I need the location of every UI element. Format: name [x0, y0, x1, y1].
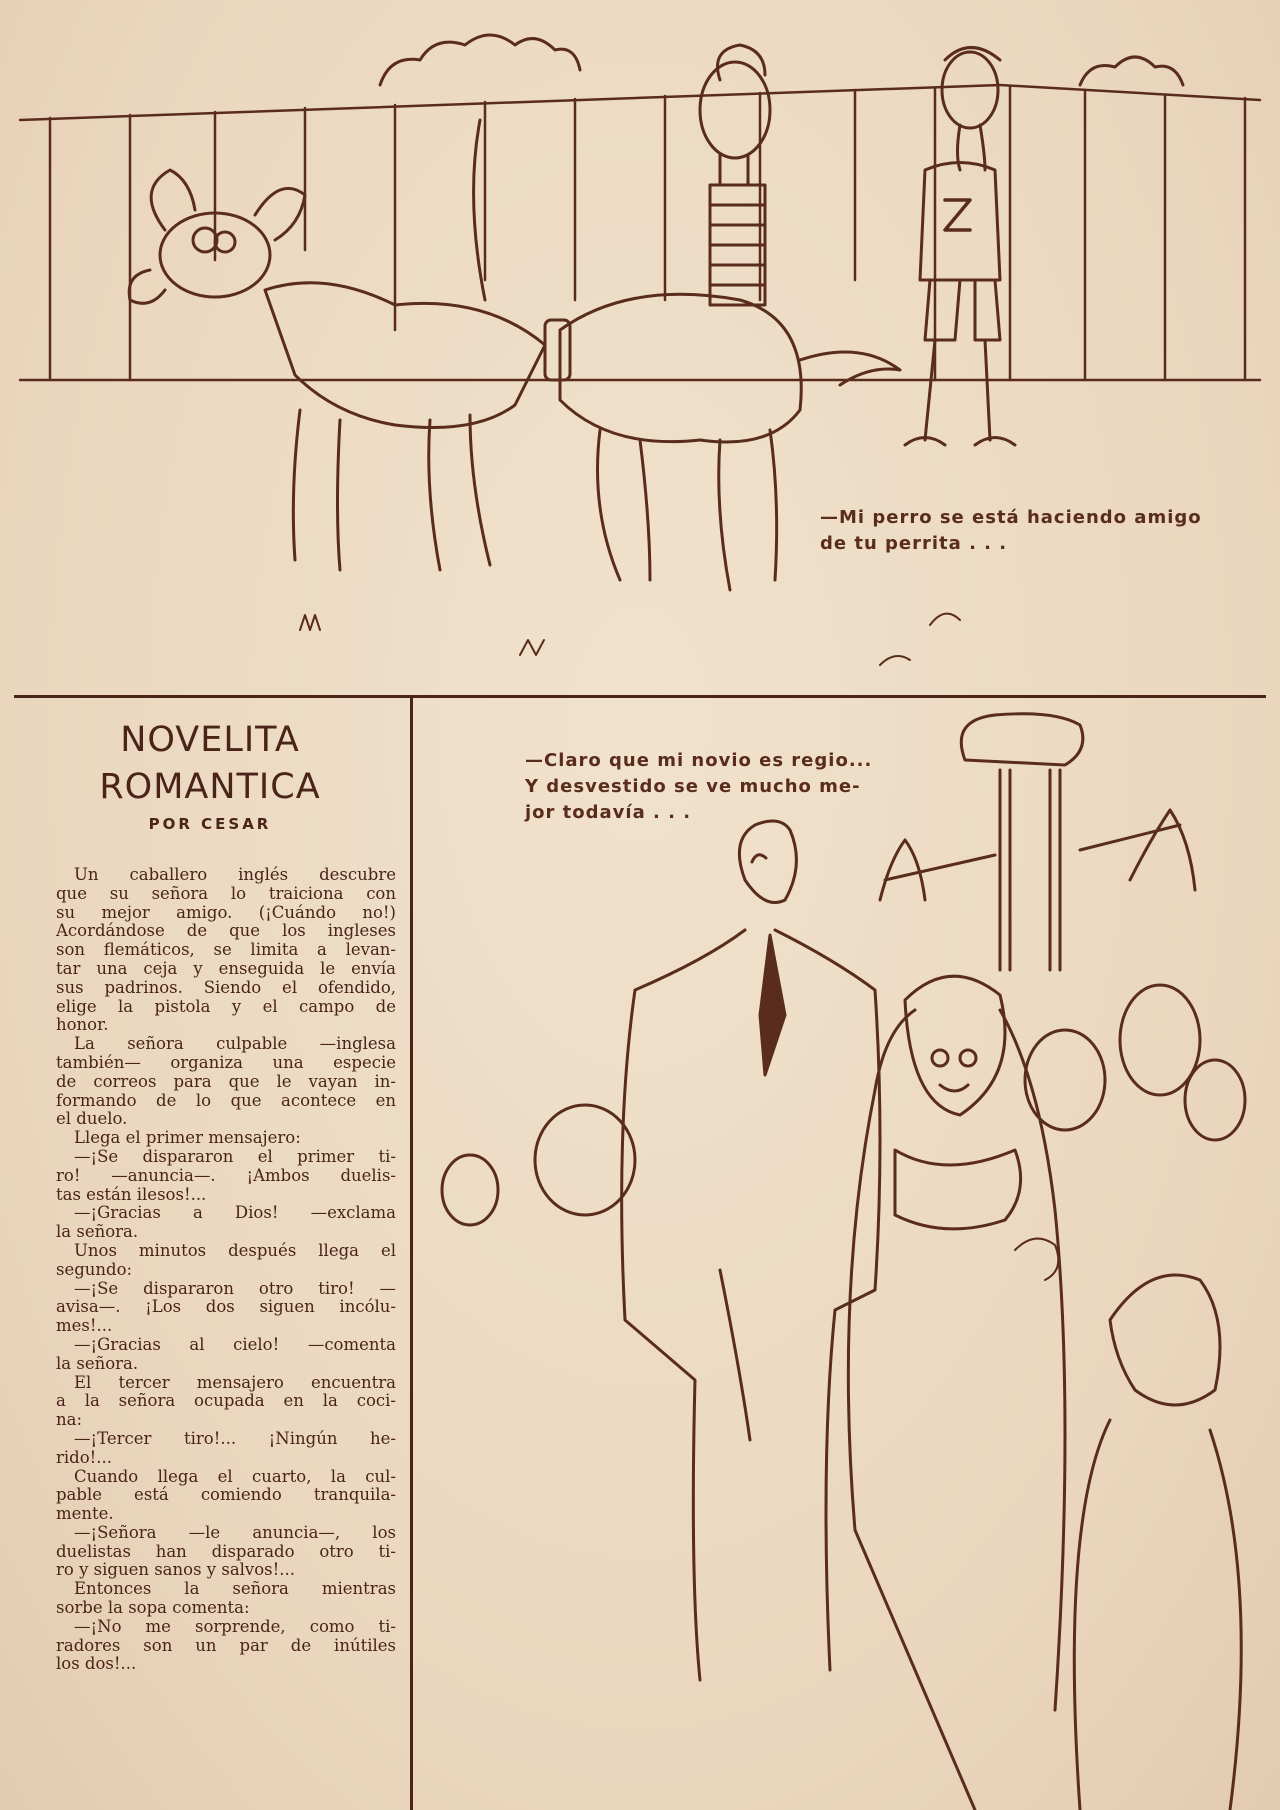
story-byline: POR CESAR [148, 815, 272, 833]
story-line: tar una ceja y enseguida le envía [56, 958, 396, 978]
story-line: elige la pistola y el campo de [56, 996, 396, 1016]
story-line: Llega el primer mensajero: [74, 1128, 301, 1148]
church-column [880, 714, 1195, 970]
story-line: duelistas han disparado otro ti- [56, 1541, 396, 1561]
bottom-cartoon-caption [525, 748, 905, 826]
groom [622, 821, 880, 1680]
wedding-guests [442, 985, 1245, 1810]
story-line: formando de lo que acontece en [56, 1090, 396, 1110]
story-line: Cuando llega el cuarto, la cul- [74, 1466, 396, 1486]
caption-line: Y desvestido se ve mucho me- [525, 776, 861, 797]
story-line: mente. [56, 1504, 114, 1524]
story-paragraph [56, 1148, 396, 1204]
story-line: que su señora lo traiciona con [56, 883, 396, 903]
boy-z-shirt [905, 48, 1015, 446]
story-line: ro! —anuncia—. ¡Ambos duelis- [56, 1165, 396, 1185]
story-line: segundo: [56, 1259, 133, 1279]
story-line: —¡Se dispararon el primer ti- [74, 1146, 396, 1166]
story-line: radores son un par de inútiles [56, 1635, 396, 1655]
story-paragraph [56, 866, 396, 1035]
story-line: también— organiza una especie [56, 1052, 396, 1072]
story-line: pable está comiendo tranquila- [56, 1485, 396, 1505]
story-line: —¡Gracias al cielo! —comenta [74, 1334, 396, 1354]
story-paragraph [56, 1374, 396, 1430]
top-cartoon-drawing [20, 35, 1260, 665]
story-line: rido!... [56, 1447, 113, 1467]
story-line: honor. [56, 1015, 109, 1035]
story-paragraph [56, 1468, 396, 1524]
story-line: los dos!... [56, 1654, 137, 1674]
story-paragraph [56, 1580, 396, 1618]
story-paragraph [56, 1280, 396, 1336]
story-line: avisa—. ¡Los dos siguen incólu- [56, 1297, 396, 1317]
bottom-cartoon-drawing [442, 714, 1245, 1810]
story-line: mes!... [56, 1316, 113, 1336]
top-cartoon-caption [820, 505, 1240, 557]
story-paragraph [56, 1129, 396, 1148]
story-paragraph [56, 1430, 396, 1468]
story-line: sus padrinos. Siendo el ofendido, [56, 977, 396, 997]
vertical-divider [410, 697, 413, 1810]
story-line: son flemáticos, se limita a levan- [56, 940, 396, 960]
caption-line: de tu perrita . . . [820, 533, 1008, 554]
story-line: la señora. [56, 1353, 139, 1373]
story-line: de correos para que le vayan in- [56, 1071, 396, 1091]
story-paragraph [56, 1336, 396, 1374]
story-paragraph [56, 1618, 396, 1674]
fence [20, 85, 1260, 380]
horizontal-divider [14, 695, 1266, 698]
caption-line: —Mi perro se está haciendo amigo [820, 507, 1202, 528]
story-line: —¡Se dispararon otro tiro! — [74, 1278, 396, 1298]
story-line: a la señora ocupada en la coci- [56, 1391, 396, 1411]
story-line: —¡Tercer tiro!... ¡Ningún he- [74, 1428, 396, 1448]
story-line: —¡Señora —le anuncia—, los [74, 1522, 396, 1542]
caption-line: —Claro que mi novio es regio... [525, 750, 873, 771]
story-line: la señora. [56, 1222, 139, 1242]
story-paragraph [56, 1204, 396, 1242]
clouds [380, 35, 1183, 85]
story-title-line2: ROMANTICA [99, 767, 321, 807]
story-line: su mejor amigo. (¡Cuándo no!) [56, 902, 396, 922]
story-line: El tercer mensajero encuentra [74, 1372, 396, 1392]
story-paragraph [56, 1524, 396, 1580]
story-line: Un caballero inglés descubre [74, 865, 396, 884]
story-title-line1: NOVELITA [120, 720, 300, 760]
story-line: ro y siguen sanos y salvos!... [56, 1560, 296, 1580]
story-line: el duelo. [56, 1109, 128, 1129]
story-body [56, 866, 396, 1674]
story-line: —¡Gracias a Dios! —exclama [74, 1203, 396, 1223]
dog-female [129, 120, 545, 570]
story-line: Entonces la señora mientras [74, 1579, 396, 1599]
story-paragraph [56, 1242, 396, 1280]
story-line: tas están ilesos!... [56, 1184, 207, 1204]
story-paragraph [56, 1035, 396, 1129]
story-line: —¡No me sorprende, como ti- [74, 1616, 396, 1636]
grass [300, 614, 960, 665]
story-line: Acordándose de que los ingleses [56, 921, 396, 941]
story-line: na: [56, 1410, 83, 1430]
story-line: Unos minutos después llega el [74, 1240, 396, 1260]
story-line: La señora culpable —inglesa [74, 1034, 396, 1054]
caption-line: jor todavía . . . [525, 802, 692, 823]
story-line: sorbe la sopa comenta: [56, 1598, 250, 1618]
